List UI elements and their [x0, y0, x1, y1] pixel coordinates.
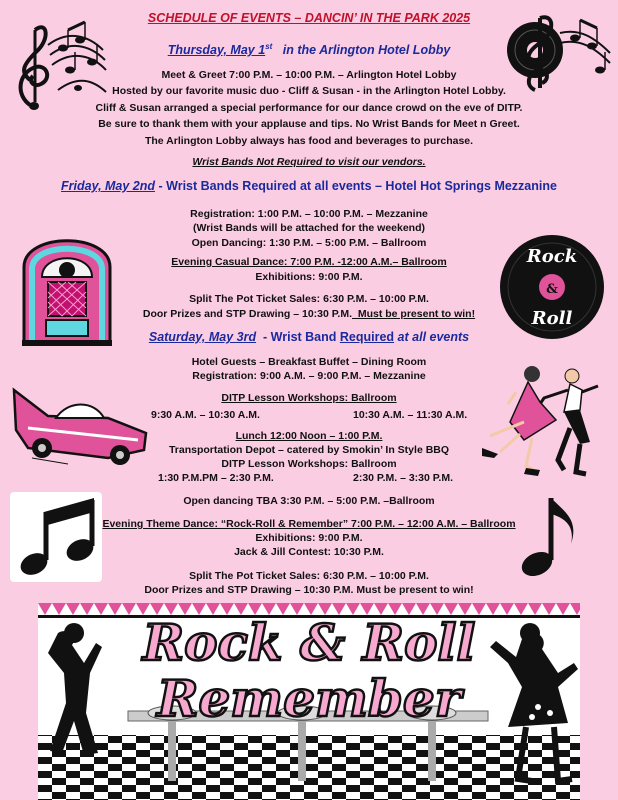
thursday-line: Hosted by our favorite music duo - Cliff & Susan - in the Arlington Hotel Lobby. — [112, 85, 506, 97]
saturday-split-pot: Split The Pot Ticket Sales: 6:30 P.M. – 10:00 P.M. — [189, 570, 429, 582]
friday-line: Open Dancing: 1:30 P.M. – 5:00 P.M. – Ballroom — [191, 237, 427, 249]
saturday-door-prizes: Door Prizes and STP Drawing – 10:30 P.M. Must be present to win! — [144, 584, 474, 596]
saturday-at-all-events: at all events — [394, 330, 470, 344]
friday-line: (Wrist Bands will be attached for the weekend) — [192, 222, 425, 234]
banner-title-line1: Rock & Roll — [142, 613, 476, 672]
workshop-time-right: 2:30 P.M. – 3:30 P.M. — [353, 472, 454, 484]
record-label-roll: Roll — [531, 308, 573, 329]
saturday-jack-jill: Jack & Jill Contest: 10:30 P.M. — [234, 546, 384, 558]
workshop-time-left: 9:30 A.M. – 10:30 A.M. — [151, 409, 260, 421]
record-label-ampersand: & — [546, 282, 558, 297]
rock-and-roll-remember-banner — [38, 603, 580, 800]
saturday-line: Hotel Guests – Breakfast Buffet – Dining Room — [191, 356, 427, 368]
saturday-workshops-heading: DITP Lesson Workshops: Ballroom — [221, 392, 397, 404]
workshop-time-left: 1:30 P.M.PM – 2:30 P.M. — [158, 472, 274, 484]
thursday-location: in the Arlington Hotel Lobby — [272, 43, 451, 58]
saturday-line: Registration: 9:00 A.M. – 9:00 P.M. – Mezzanine — [192, 370, 426, 382]
friday-line: Registration: 1:00 P.M. – 10:00 P.M. – Mezzanine — [190, 208, 428, 220]
friday-door-prizes — [0, 308, 618, 321]
thursday-line: Be sure to thank them with your applause and tips. No Wrist Bands for Meet n Greet. — [98, 118, 520, 130]
saturday-transport: Transportation Depot – catered by Smokin’ In Style BBQ — [168, 444, 450, 456]
friday-heading — [0, 180, 618, 193]
saturday-exhibitions: Exhibitions: 9:00 P.M. — [255, 532, 363, 544]
workshop-time-right: 10:30 A.M. – 11:30 A.M. — [353, 409, 468, 421]
thursday-line: The Arlington Lobby always has food and beverages to purchase. — [144, 135, 474, 147]
friday-exhibitions: Exhibitions: 9:00 P.M. — [255, 271, 363, 283]
record-label-rock: Rock — [526, 246, 578, 267]
friday-door-prizes-text: Door Prizes and STP Drawing – 10:30 P.M. — [142, 308, 352, 320]
saturday-day: Saturday, May 3rd — [148, 330, 257, 344]
saturday-required: Required — [339, 330, 395, 344]
friday-day: Friday, May 2nd — [61, 179, 156, 193]
thursday-day: Thursday, May 1 — [167, 43, 266, 58]
saturday-lunch: Lunch 12:00 Noon – 1:00 P.M. — [235, 430, 383, 442]
banner-title-line2: Remember — [156, 669, 462, 728]
vendors-note: Wrist Bands Not Required to visit our vendors. — [192, 156, 426, 168]
friday-details: - Wrist Bands Required at all events – Hotel Hot Springs Mezzanine — [155, 179, 557, 193]
friday-split-pot: Split The Pot Ticket Sales: 6:30 P.M. – 10:00 P.M. — [189, 293, 429, 305]
page-title: SCHEDULE OF EVENTS – DANCIN’ IN THE PARK 2025 — [147, 11, 471, 25]
saturday-evening-theme: Evening Theme Dance: “Rock-Roll & Remember” 7:00 P.M. – 12:00 A.M. – Ballroom — [102, 518, 516, 530]
thursday-line: Cliff & Susan arranged a special performance for our dance crowd on the eve of DITP. — [95, 102, 523, 114]
friday-must-be-present: Must be present to win! — [352, 308, 476, 320]
saturday-wrist-band: - Wrist Band — [256, 330, 340, 344]
saturday-open-dancing: Open dancing TBA 3:30 P.M. – 5:00 P.M. –Ballroom — [183, 495, 435, 507]
friday-evening-dance: Evening Casual Dance: 7:00 P.M. -12:00 A.M.– Ballroom — [171, 256, 447, 268]
thursday-day-suffix: st — [265, 42, 273, 51]
thursday-heading — [0, 40, 618, 57]
thursday-line: Meet & Greet 7:00 P.M. – 10:00 P.M. – Arlington Hotel Lobby — [161, 69, 457, 81]
saturday-heading — [0, 331, 618, 344]
saturday-workshops-heading-2: DITP Lesson Workshops: Ballroom — [221, 458, 397, 470]
